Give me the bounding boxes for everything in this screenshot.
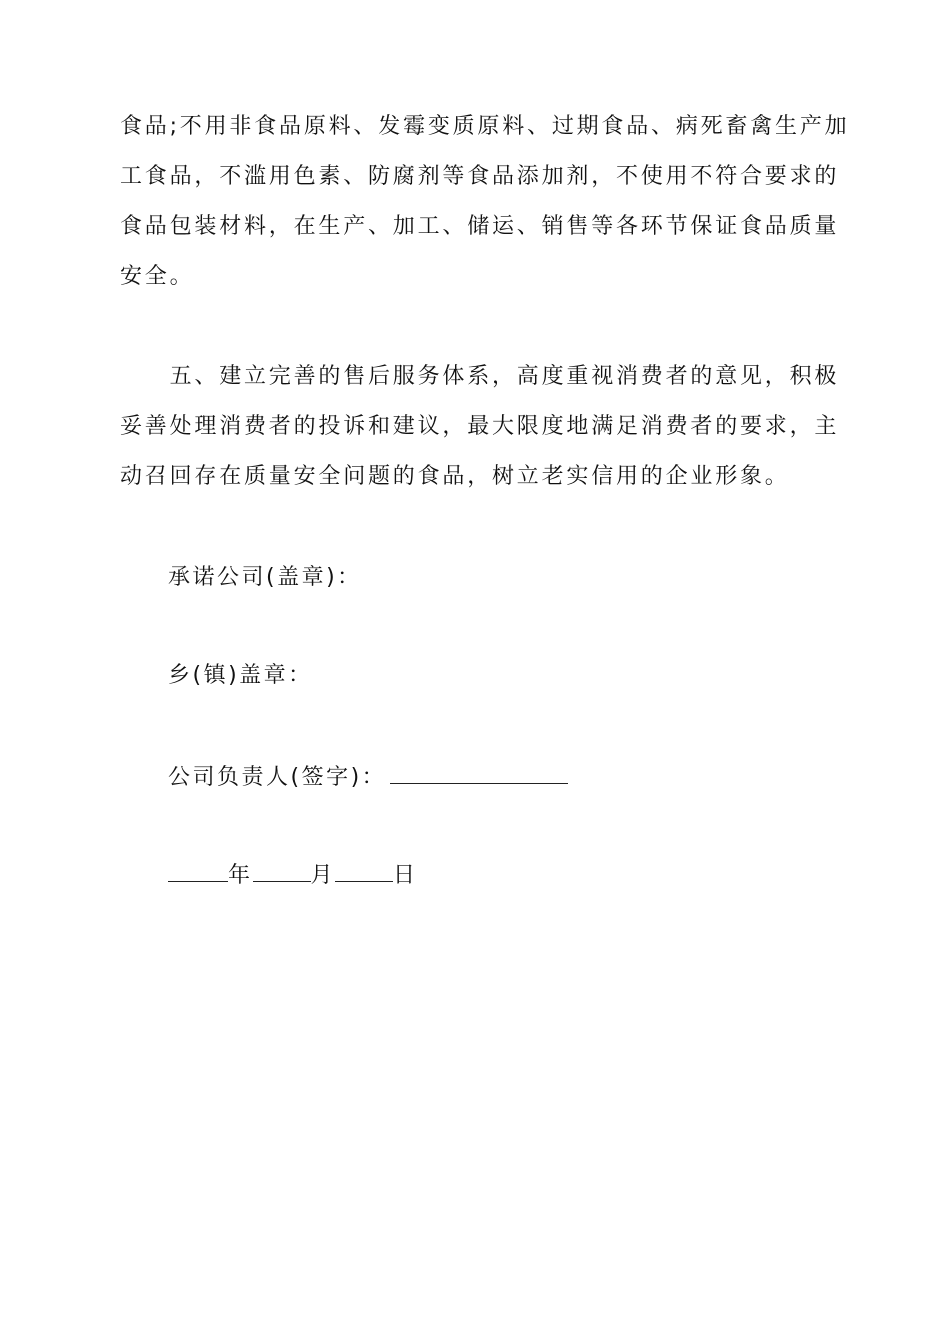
- day-label: 日: [393, 863, 418, 888]
- town-seal-field: [168, 661, 313, 691]
- company-seal-field: [168, 563, 362, 593]
- town-seal-label: 乡(镇)盖章：: [168, 663, 313, 688]
- month-label: 月: [310, 863, 336, 888]
- day-blank: [335, 859, 393, 882]
- text-line: 食品包装材料，在生产、加工、储运、销售等各环节保证食品质量: [120, 214, 840, 239]
- text-line: 动召回存在质量安全问题的食品，树立老实信用的企业形象。: [120, 464, 790, 489]
- text-line: 食品;不用非食品原料、发霉变质原料、过期食品、病死畜禽生产加: [120, 114, 850, 139]
- text-line: 妥善处理消费者的投诉和建议，最大限度地满足消费者的要求，主: [120, 414, 840, 439]
- year-label: 年: [228, 863, 253, 888]
- paragraph-continued: [120, 102, 850, 302]
- company-seal-label: 承诺公司(盖章)：: [168, 565, 362, 590]
- signature-blank: [390, 761, 568, 784]
- year-blank: [168, 859, 228, 882]
- signer-field: [168, 761, 568, 793]
- month-blank: [253, 859, 311, 882]
- text-line: 工食品，不滥用色素、防腐剂等食品添加剂，不使用不符合要求的: [120, 164, 840, 189]
- text-line: 五、建立完善的售后服务体系，高度重视消费者的意见，积极: [120, 364, 840, 389]
- paragraph-five: [120, 352, 840, 502]
- signer-label: 公司负责人(签字)：: [168, 765, 387, 790]
- date-field: [168, 859, 418, 891]
- text-line: 安全。: [120, 264, 195, 289]
